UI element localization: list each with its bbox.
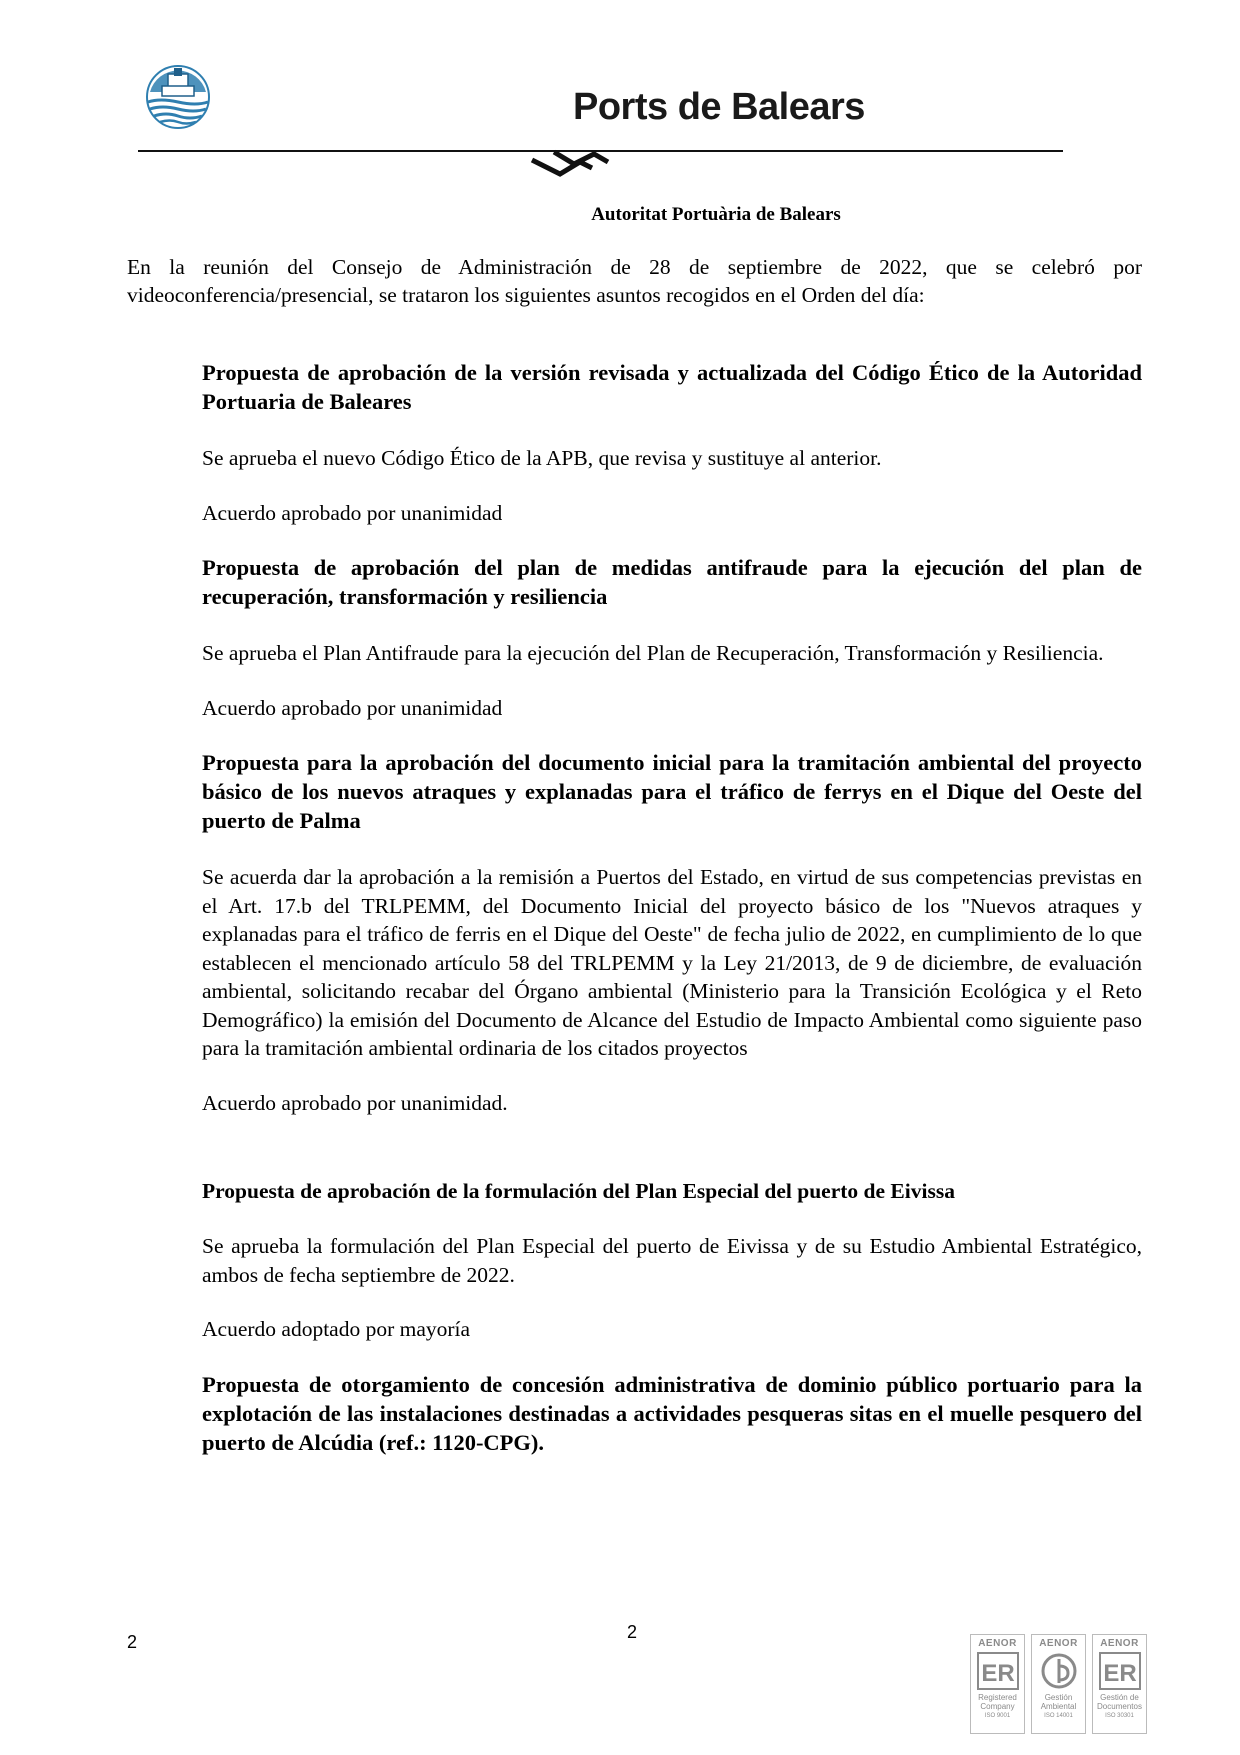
agenda-item-resolution: Se aprueba la formulación del Plan Especial del puerto de Eivissa y de su Estudio Ambiental Estratégico, ambos de fecha septiembre de 2022. [202, 1234, 1142, 1287]
aenor-registered-company-badge [970, 1634, 1025, 1734]
aenor-document-management-badge [1092, 1634, 1147, 1734]
agenda-item-title: Propuesta de aprobación de la formulación del Plan Especial del puerto de Eivissa [202, 1179, 955, 1203]
badge-caption: Registered Company [978, 1693, 1017, 1711]
agenda-item [202, 748, 1142, 1117]
environmental-mark-icon [1038, 1652, 1080, 1690]
agenda-list [202, 358, 1142, 1457]
agenda-item [202, 553, 1142, 722]
badge-standard: ISO 30301 [1105, 1713, 1134, 1719]
authority-name: Autoritat Portuària de Balears [591, 204, 841, 225]
agenda-item-resolution: Se acuerda dar la aprobación a la remisión a Puertos del Estado, en virtud de sus competencias previstas en el Art. 17.b del TRLPEMM, del Documento Inicial del proyecto básico de los "Nuevos atraques y explanadas para el tráfico de ferris en el Dique del Oeste" de fecha julio de 2022, en cumplimiento de lo que establecen el mencionado artículo 58 del TRLPEMM y la Ley 21/2013, de 9 de diciembre, de evaluación ambiental, solicitando recabar del Órgano ambiental (Ministerio para la Transición Ecológica y el Reto Demográfico) la emisión del Documento de Alcance del Estudio de Impacto Ambiental como siguiente paso para la tramitación ambiental ordinaria de los citados proyectos [202, 865, 1142, 1060]
badge-issuer: AENOR [978, 1638, 1017, 1649]
brand-wave-mark-icon [530, 148, 612, 184]
certification-badges [970, 1634, 1150, 1734]
svg-text:ER: ER [1102, 1660, 1137, 1687]
agenda-item-outcome: Acuerdo aprobado por unanimidad. [202, 1090, 508, 1115]
page-number-center: 2 [627, 1622, 638, 1642]
badge-standard: ISO 14001 [1044, 1713, 1073, 1719]
badge-standard: ISO 9001 [984, 1713, 1011, 1719]
agenda-item-resolution: Se aprueba el Plan Antifraude para la ejecución del Plan de Recuperación, Transformación y Resiliencia. [202, 641, 1104, 665]
agenda-item-outcome: Acuerdo aprobado por unanimidad [202, 695, 503, 720]
er-mark-icon [1099, 1652, 1141, 1690]
agenda-item-title: Propuesta de otorgamiento de concesión administrativa de dominio público portuario para la explotación de las instalaciones destinadas a actividades pesqueras sitas en el muelle pesquero del puerto de Alcúdia (ref.: 1120-CPG). [202, 1371, 1142, 1455]
agenda-item-title: Propuesta de aprobación de la versión revisada y actualizada del Código Ético de la Autoridad Portuaria de Baleares [202, 360, 1142, 414]
agenda-item [202, 1177, 1142, 1344]
agenda-item [202, 1370, 1142, 1457]
page-number-left: 2 [127, 1632, 138, 1652]
badge-caption: Gestión Ambiental [1040, 1693, 1077, 1711]
aenor-environmental-badge [1031, 1634, 1086, 1734]
badge-issuer: AENOR [1100, 1638, 1139, 1649]
agenda-item-outcome: Acuerdo aprobado por unanimidad [202, 500, 503, 525]
brand-title: Ports de Balears [573, 86, 865, 128]
agenda-item-title: Propuesta de aprobación del plan de medidas antifraude para la ejecución del plan de recuperación, transformación y resiliencia [202, 555, 1142, 609]
badge-caption: Gestión de Documentos [1097, 1693, 1142, 1711]
intro-paragraph: En la reunión del Consejo de Administración de 28 de septiembre de 2022, que se celebró por videoconferencia/presencial, se trataron los siguientes asuntos recogidos en el Orden del día: [127, 255, 1142, 307]
agenda-item-title: Propuesta para la aprobación del documento inicial para la tramitación ambiental del proyecto básico de los nuevos atraques y explanadas para el tráfico de ferrys en el Dique del Oeste del puerto de Palma [202, 750, 1142, 833]
badge-issuer: AENOR [1039, 1638, 1078, 1649]
agenda-item-resolution: Se aprueba el nuevo Código Ético de la APB, que revisa y sustituye al anterior. [202, 446, 882, 470]
agenda-item-outcome: Acuerdo adoptado por mayoría [202, 1317, 471, 1341]
er-mark-icon [977, 1652, 1019, 1690]
svg-text:ER: ER [980, 1660, 1015, 1687]
agenda-item [202, 358, 1142, 527]
port-authority-logo-icon [140, 64, 216, 130]
